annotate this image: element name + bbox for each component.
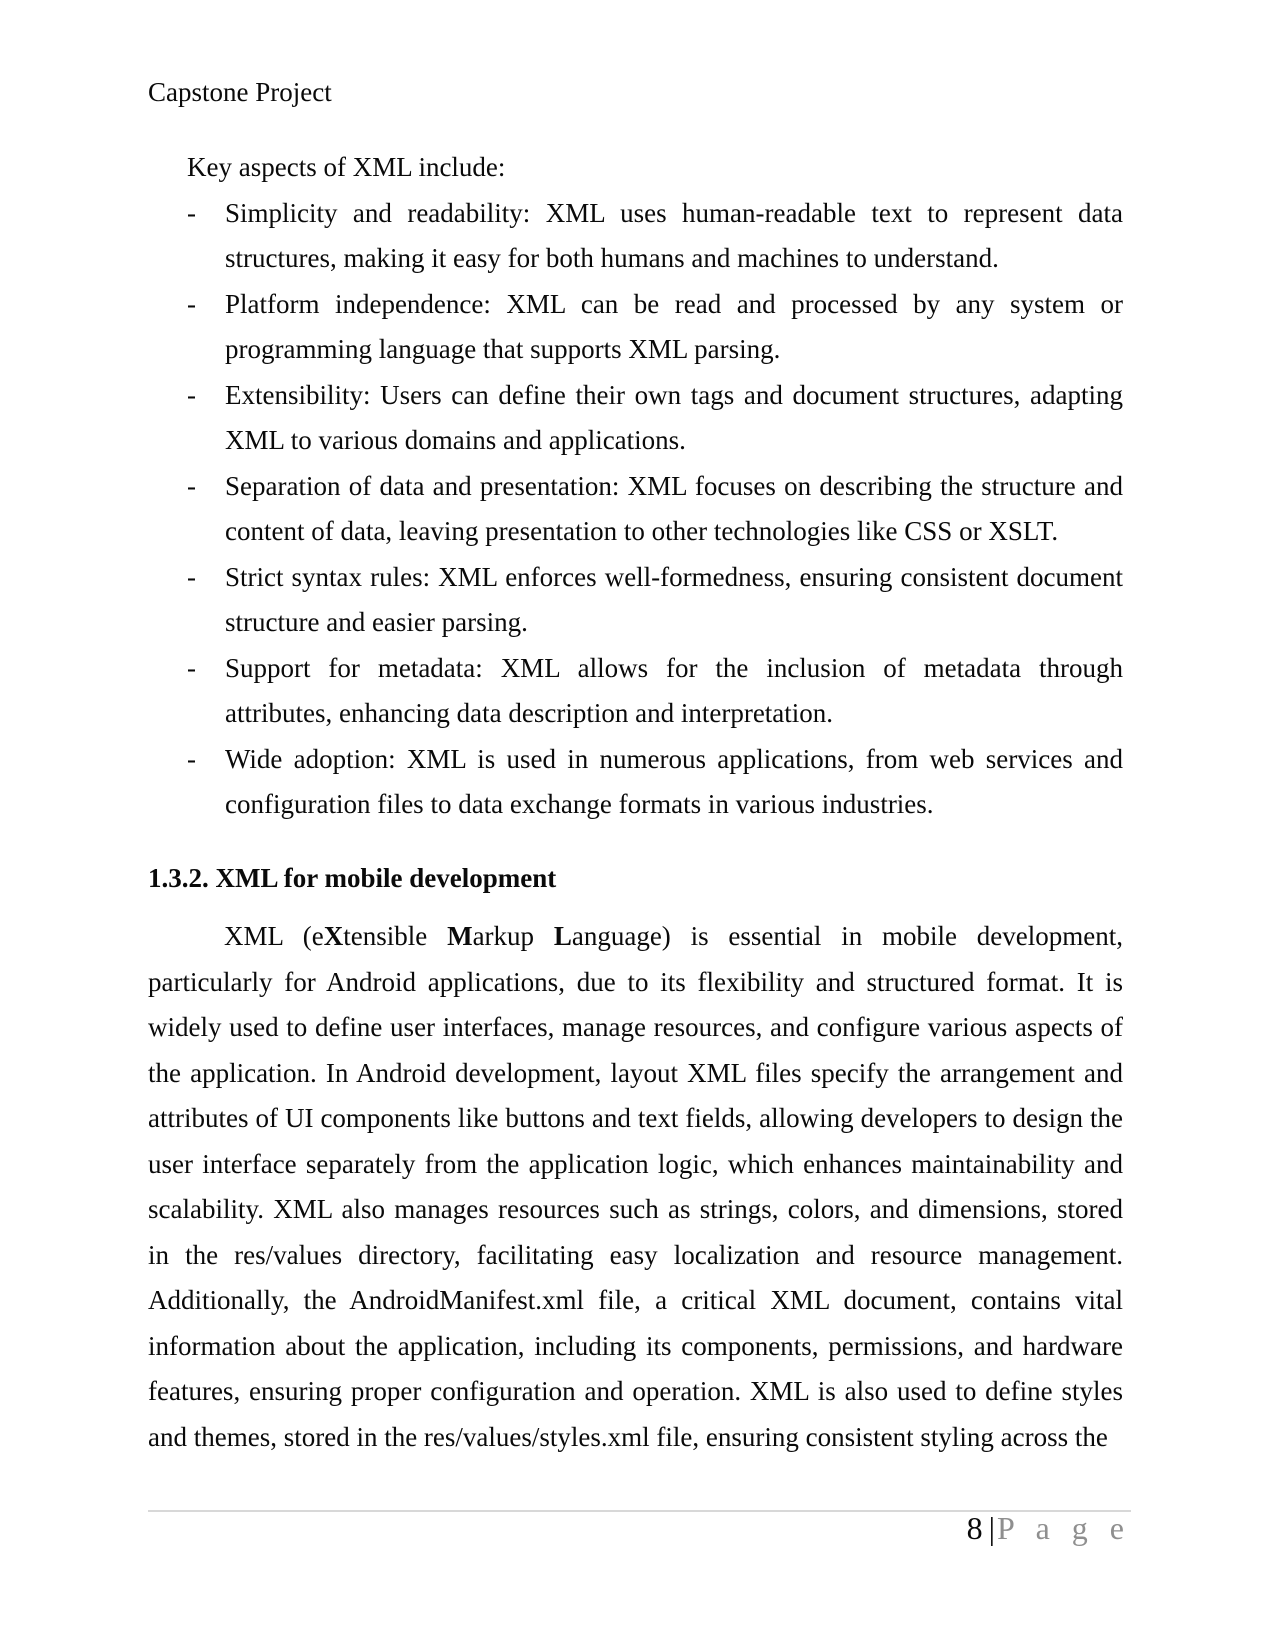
bullet-dash: - bbox=[187, 379, 196, 410]
page-number: 8 bbox=[966, 1510, 983, 1546]
bullet-item bbox=[148, 555, 1123, 646]
bullet-text: Simplicity and readability: XML uses human-readable text to represent data structures, making it easy for both humans and machines to understand. bbox=[225, 197, 1123, 273]
body-paragraph: XML (eXtensible Markup Language) is essential in mobile development, particularly for Android applications, due to its flexibility and structured format. It is widely used to define user interfaces, manage resources, and configure various aspects of the application. In Android development, layout XML files specify the arrangement and attributes of UI components like buttons and text fields, allowing developers to design the user interface separately from the application logic, which enhances maintainability and scalability. XML also manages resources such as strings, colors, and dimensions, stored in the res/values directory, facilitating easy localization and resource management. Additionally, the AndroidManifest.xml file, a critical XML document, contains vital information about the application, including its components, permissions, and hardware features, ensuring proper configuration and operation. XML is also used to define styles and themes, stored in the res/values/styles.xml file, ensuring consistent styling across the bbox=[148, 921, 1123, 1452]
bullet-item bbox=[148, 464, 1123, 555]
bullet-dash: - bbox=[187, 470, 196, 501]
bullet-item bbox=[148, 646, 1123, 737]
bullet-item bbox=[148, 282, 1123, 373]
bullet-text: Platform independence: XML can be read and processed by any system or programming language that supports XML parsing. bbox=[225, 288, 1123, 364]
bullet-item bbox=[148, 373, 1123, 464]
bullet-text: Separation of data and presentation: XML focuses on describing the structure and content of data, leaving presentation to other technologies like CSS or XSLT. bbox=[225, 470, 1123, 546]
section-heading: 1.3.2. XML for mobile development bbox=[148, 862, 557, 893]
page-footer bbox=[148, 1510, 1131, 1546]
bullet-text: Strict syntax rules: XML enforces well-formedness, ensuring consistent document structure and easier parsing. bbox=[225, 561, 1123, 637]
bullet-dash: - bbox=[187, 288, 196, 319]
document-header: Capstone Project bbox=[148, 77, 332, 107]
bullet-item bbox=[148, 737, 1123, 828]
bullet-text: Extensibility: Users can define their own tags and document structures, adapting XML to various domains and applications. bbox=[225, 379, 1123, 455]
bullet-dash: - bbox=[187, 652, 196, 683]
footer-page-label: P a g e bbox=[996, 1510, 1131, 1546]
bullet-list bbox=[148, 191, 1123, 828]
bullet-dash: - bbox=[187, 561, 196, 592]
intro-line: Key aspects of XML include: bbox=[187, 152, 506, 182]
bullet-item bbox=[148, 191, 1123, 282]
bullet-text: Wide adoption: XML is used in numerous applications, from web services and configuration files to data exchange formats in various industries. bbox=[225, 743, 1123, 819]
footer-separator: | bbox=[988, 1510, 995, 1546]
bullet-dash: - bbox=[187, 743, 196, 774]
document-body bbox=[148, 145, 1123, 1460]
bullet-dash: - bbox=[187, 197, 196, 228]
bullet-text: Support for metadata: XML allows for the inclusion of metadata through attributes, enhancing data description and interpretation. bbox=[225, 652, 1123, 728]
